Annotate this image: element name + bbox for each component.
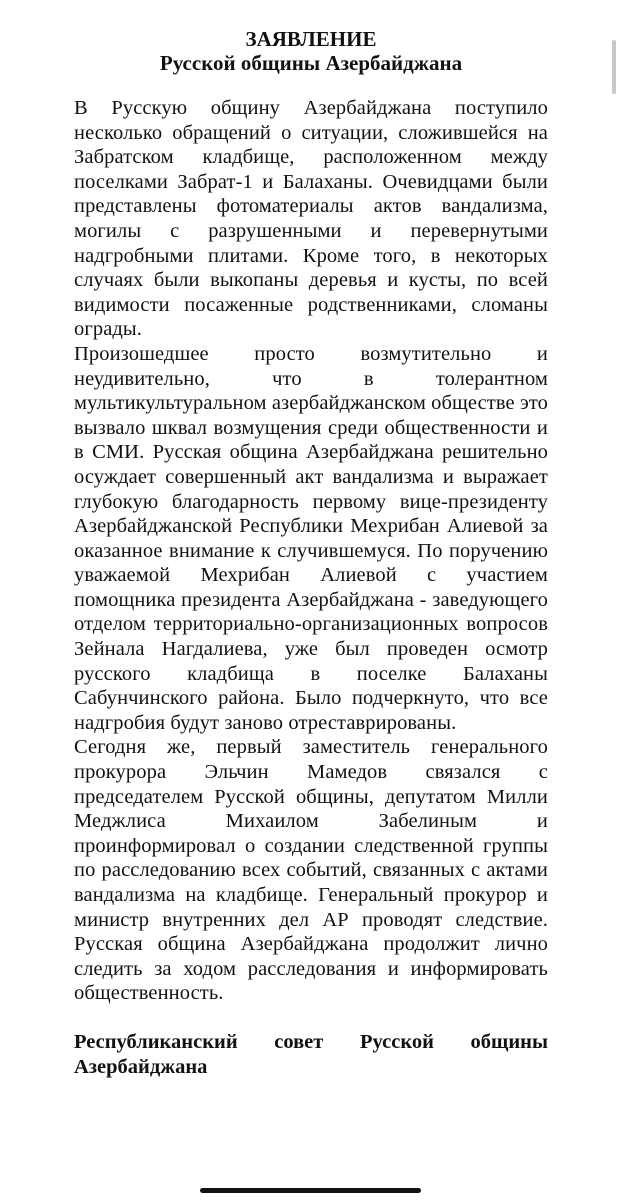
paragraph-3: Сегодня же, первый заместитель генерального прокурора Эльчин Мамедов связался с председателем Русской общины, депутатом Милли Меджлиса Михаилом Забелиным и проинформировал о создании следственной группы по расследованию всех событий, связанных с актами вандализма на кладбище. Генеральный прокурор и министр внутренних дел АР проводят следствие. Русская община Азербайджана продолжит лично следить за ходом расследования и информировать общественность. xyxy=(74,736,548,1005)
signature: Республиканский совет Русской общины Азербайджана xyxy=(74,1030,548,1078)
document-title: ЗАЯВЛЕНИЕ xyxy=(245,27,377,51)
scrollbar[interactable] xyxy=(612,40,616,94)
paragraph-2: Произошедшее просто возмутительно и неудивительно, что в толерантном мультикультуральном азербайджанском обществе это вызвало шквал возмущения среди общественности и в СМИ. Русская община Азербайджана решительно осуждает совершенный акт вандализма и выражает глубокую благодарность первому вице-президенту Азербайджанской Республики Мехрибан Алиевой за оказанное внимание к случившемуся. По поручению уважаемой Мехрибан Алиевой с участием помощника президента Азербайджана - заведующего отделом территориально-организационных вопросов Зейнала Нагдалиева, уже был проведен осмотр русского кладбища в поселке Балаханы Сабунчинского района. Было подчеркнуто, что все надгробия будут заново отреставрированы. xyxy=(74,342,548,734)
paragraph-1: В Русскую общину Азербайджана поступило несколько обращений о ситуации, сложившейся на Забратском кладбище, расположенном между поселками Забрат-1 и Балаханы. Очевидцами были представлены фотоматериалы актов вандализма, могилы с разрушенными и перевернутыми надгробными плитами. Кроме того, в некоторых случаях были выкопаны деревья и кусты, по всей видимости посаженные родственниками, сломаны ограды. xyxy=(74,97,548,341)
document-subtitle: Русской общины Азербайджана xyxy=(159,51,463,75)
home-indicator[interactable] xyxy=(200,1188,421,1193)
document-body xyxy=(74,27,548,1100)
